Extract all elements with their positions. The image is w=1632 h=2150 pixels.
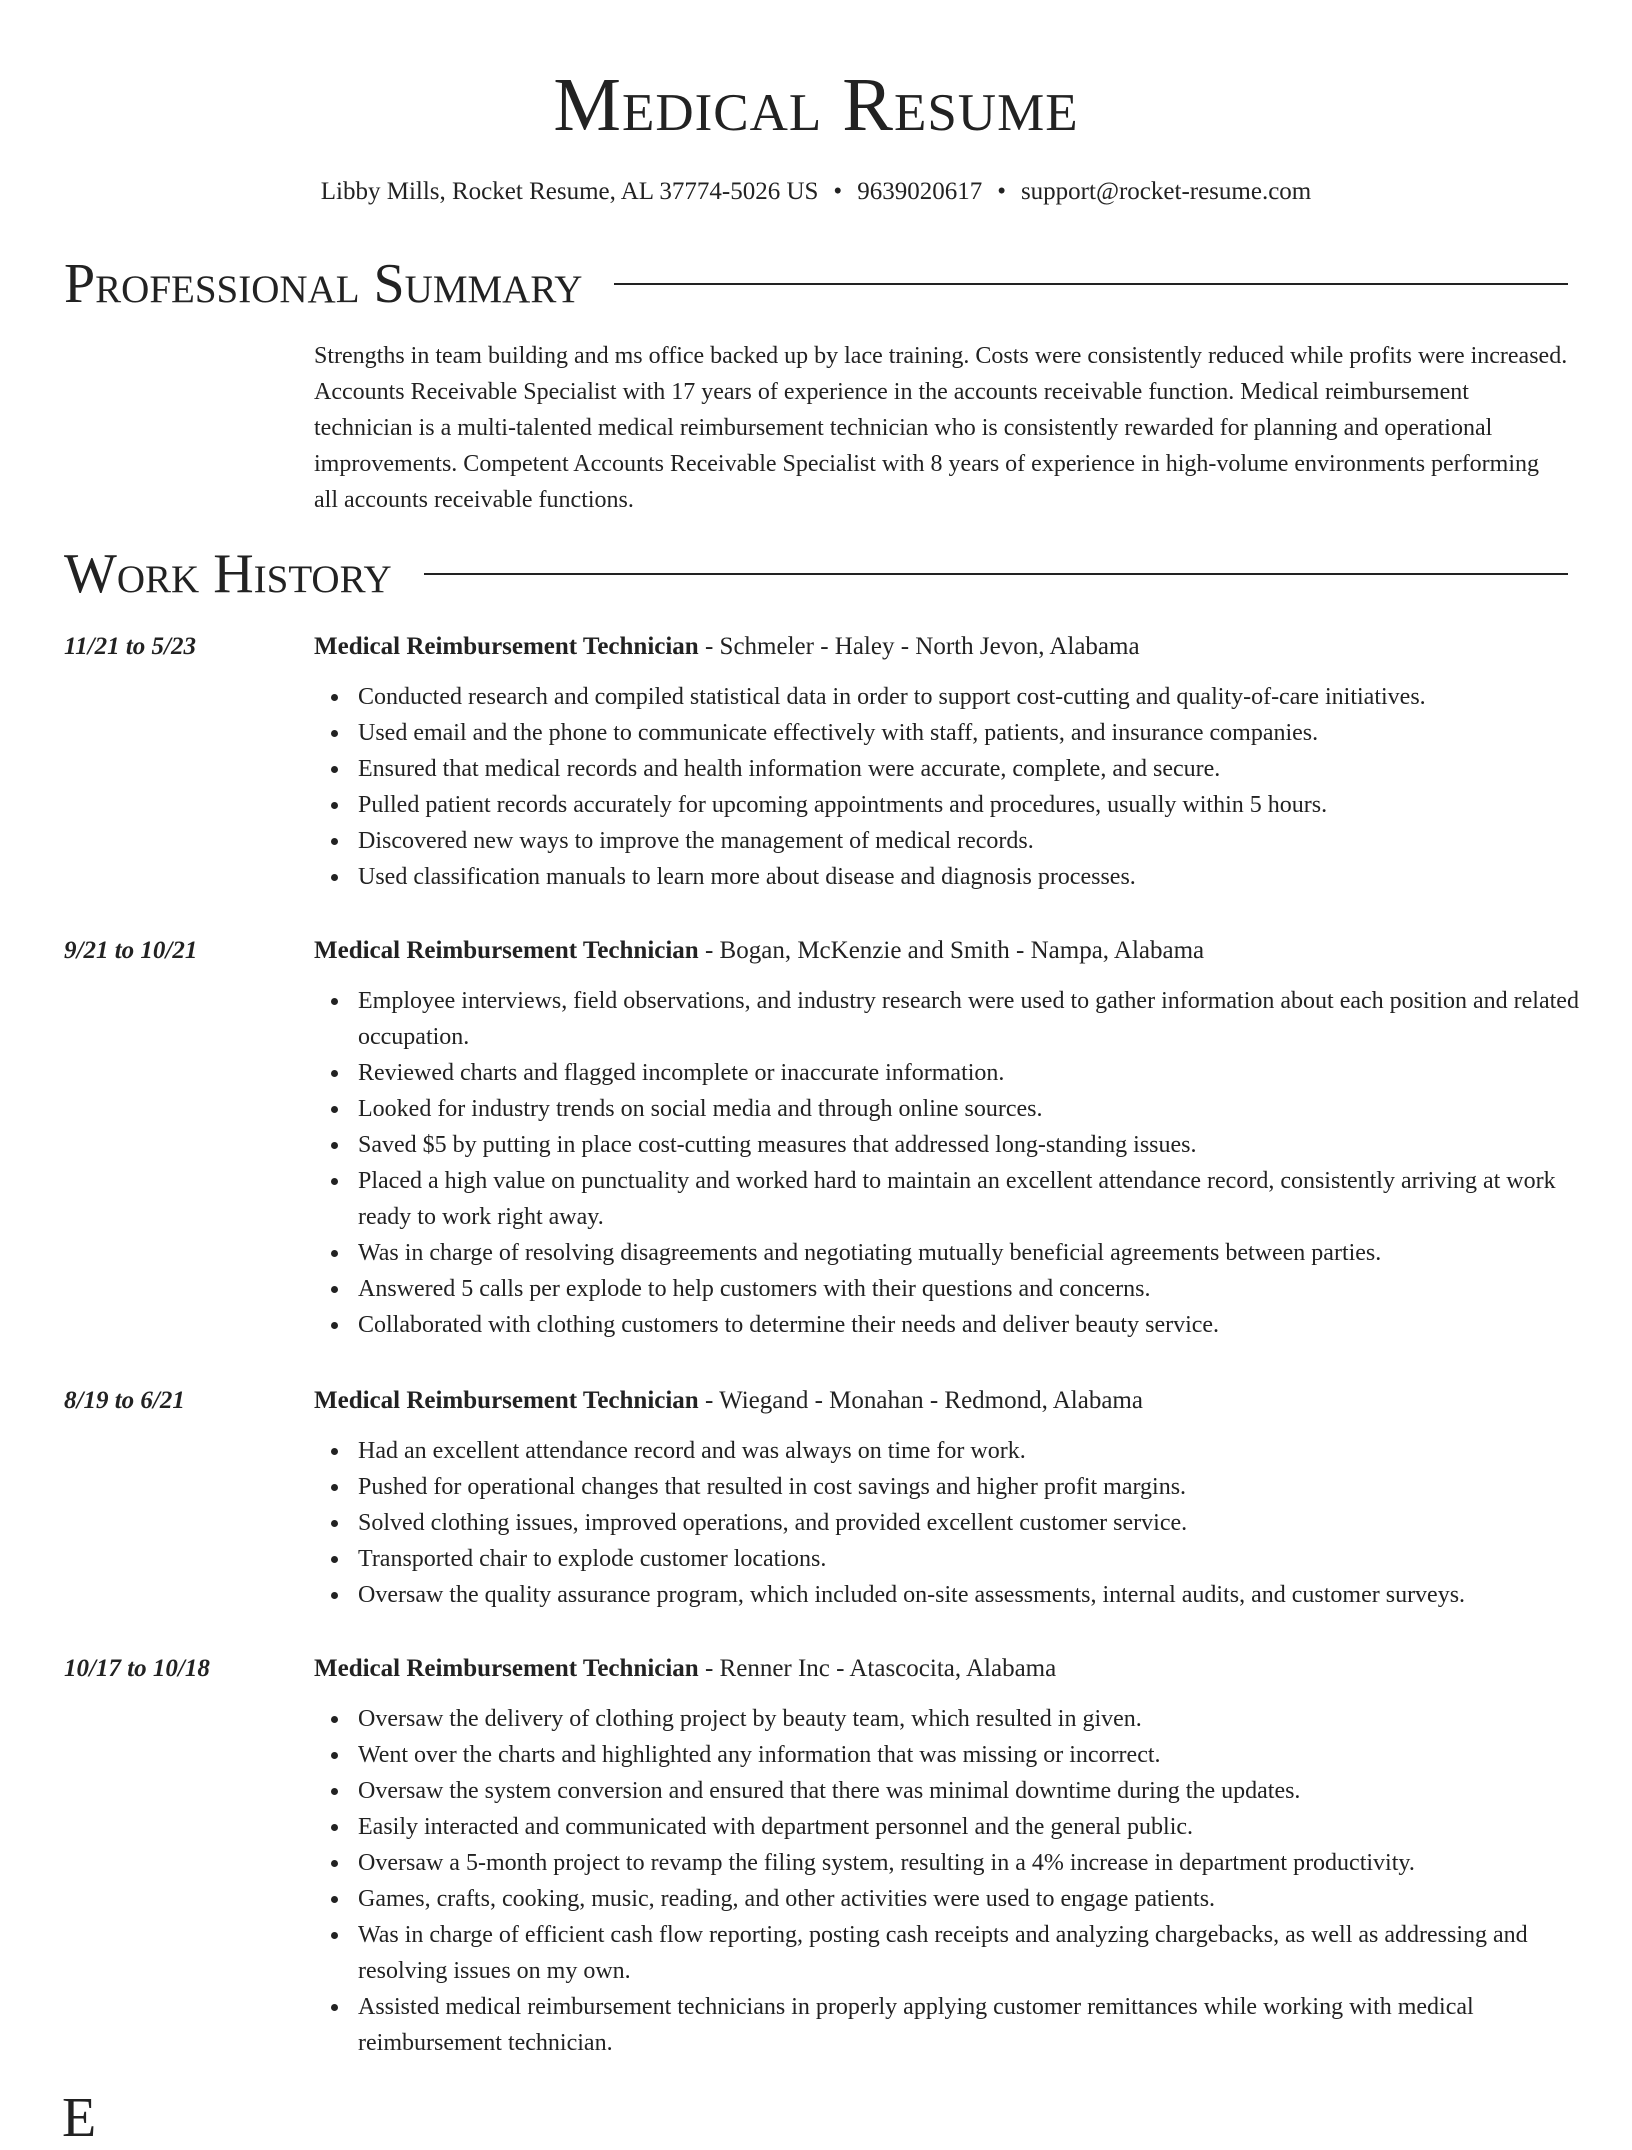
job-bullet: Transported chair to explode customer locations. xyxy=(358,1541,1612,1577)
job-role: Medical Reimbursement Technician xyxy=(314,1387,699,1414)
job-heading xyxy=(314,1651,1568,1687)
job-dates: 11/21 to 5/23 xyxy=(64,633,196,660)
contact-phone: 9639020617 xyxy=(857,178,983,205)
resume-title: Medical Resume xyxy=(553,63,1079,147)
job-bullet: Conducted research and compiled statistical data in order to support cost-cutting and quality-of-care initiatives. xyxy=(358,679,1612,715)
job-details: - Schmeler - Haley - North Jevon, Alabama xyxy=(698,633,1140,660)
job-bullet: Pushed for operational changes that resulted in cost savings and higher profit margins. xyxy=(358,1469,1612,1505)
job-bullets xyxy=(314,1433,1612,1613)
job-bullet: Collaborated with clothing customers to determine their needs and deliver beauty service. xyxy=(358,1307,1612,1343)
job-bullet: Was in charge of efficient cash flow reporting, posting cash receipts and analyzing chargebacks, as well as addressing and resolving issues on my own. xyxy=(358,1917,1612,1989)
job-bullet: Went over the charts and highlighted any information that was missing or incorrect. xyxy=(358,1737,1612,1773)
next-section-title-partial: E xyxy=(62,2087,97,2149)
job-heading xyxy=(314,933,1568,969)
job-bullet: Had an excellent attendance record and was always on time for work. xyxy=(358,1433,1612,1469)
job-role: Medical Reimbursement Technician xyxy=(314,1655,699,1682)
job-role: Medical Reimbursement Technician xyxy=(314,937,699,964)
job-heading xyxy=(314,629,1568,665)
job-bullet: Reviewed charts and flagged incomplete or inaccurate information. xyxy=(358,1055,1612,1091)
contact-address: Libby Mills, Rocket Resume, AL 37774-5026 US xyxy=(320,178,819,205)
summary-text: Strengths in team building and ms office backed up by lace training. Costs were consistently reduced while profits were increased. Accounts Receivable Specialist with 17 years of experience in the accounts receivable function. Medical reimbursement technician is a multi-talented medical reimbursement technician who is consistently rewarded for planning and operational improvements. Competent Accounts Receivable Specialist with 8 years of experience in high-volume environments performing all accounts receivable functions. xyxy=(314,343,1568,513)
job-bullet: Used classification manuals to learn more about disease and diagnosis processes. xyxy=(358,859,1612,895)
section-header-work-history xyxy=(64,542,1568,606)
job-bullet: Answered 5 calls per explode to help customers with their questions and concerns. xyxy=(358,1271,1612,1307)
job-bullet: Discovered new ways to improve the management of medical records. xyxy=(358,823,1612,859)
section-divider xyxy=(424,573,1568,575)
job-bullet: Oversaw the quality assurance program, which included on-site assessments, internal audits, and customer surveys. xyxy=(358,1577,1612,1613)
contact-email: support@rocket-resume.com xyxy=(1020,178,1312,205)
job-role: Medical Reimbursement Technician xyxy=(314,633,699,660)
job-bullet: Employee interviews, field observations, and industry research were used to gather information about each position and related occupation. xyxy=(358,983,1612,1055)
job-dates: 8/19 to 6/21 xyxy=(64,1387,185,1414)
contact-separator: • xyxy=(833,178,843,205)
job-details: - Renner Inc - Atascocita, Alabama xyxy=(698,1655,1057,1682)
section-header-summary xyxy=(64,252,1568,316)
job-bullet: Easily interacted and communicated with department personnel and the general public. xyxy=(358,1809,1612,1845)
section-title-summary: Professional Summary xyxy=(64,253,583,315)
job-bullet: Oversaw the delivery of clothing project by beauty team, which resulted in given. xyxy=(358,1701,1612,1737)
job-bullet: Solved clothing issues, improved operations, and provided excellent customer service. xyxy=(358,1505,1612,1541)
job-bullet: Oversaw the system conversion and ensured that there was minimal downtime during the updates. xyxy=(358,1773,1612,1809)
job-heading xyxy=(314,1383,1568,1419)
job-bullet: Assisted medical reimbursement technicians in properly applying customer remittances while working with medical reimbursement technician. xyxy=(358,1989,1612,2061)
job-bullet: Oversaw a 5-month project to revamp the filing system, resulting in a 4% increase in department productivity. xyxy=(358,1845,1612,1881)
job-bullet: Pulled patient records accurately for upcoming appointments and procedures, usually within 5 hours. xyxy=(358,787,1612,823)
contact-separator: • xyxy=(997,178,1006,205)
job-bullets xyxy=(314,679,1612,895)
job-bullets xyxy=(314,1701,1612,2061)
job-bullets xyxy=(314,983,1612,1343)
job-bullet: Used email and the phone to communicate effectively with staff, patients, and insurance companies. xyxy=(358,715,1612,751)
job-details: - Wiegand - Monahan - Redmond, Alabama xyxy=(698,1387,1143,1414)
job-bullet: Was in charge of resolving disagreements and negotiating mutually beneficial agreements between parties. xyxy=(358,1235,1612,1271)
job-dates: 9/21 to 10/21 xyxy=(64,937,198,964)
section-divider xyxy=(614,283,1568,285)
job-bullet: Saved $5 by putting in place cost-cutting measures that addressed long-standing issues. xyxy=(358,1127,1612,1163)
job-bullet: Games, crafts, cooking, music, reading, and other activities were used to engage patients. xyxy=(358,1881,1612,1917)
job-details: - Bogan, McKenzie and Smith - Nampa, Alabama xyxy=(698,937,1205,964)
section-title-work-history: Work History xyxy=(64,543,392,605)
job-bullet: Ensured that medical records and health information were accurate, complete, and secure. xyxy=(358,751,1612,787)
contact-line xyxy=(0,176,1632,208)
job-bullet: Looked for industry trends on social media and through online sources. xyxy=(358,1091,1612,1127)
job-bullet: Placed a high value on punctuality and worked hard to maintain an excellent attendance record, consistently arriving at work ready to work right away. xyxy=(358,1163,1612,1235)
job-dates: 10/17 to 10/18 xyxy=(64,1655,210,1682)
